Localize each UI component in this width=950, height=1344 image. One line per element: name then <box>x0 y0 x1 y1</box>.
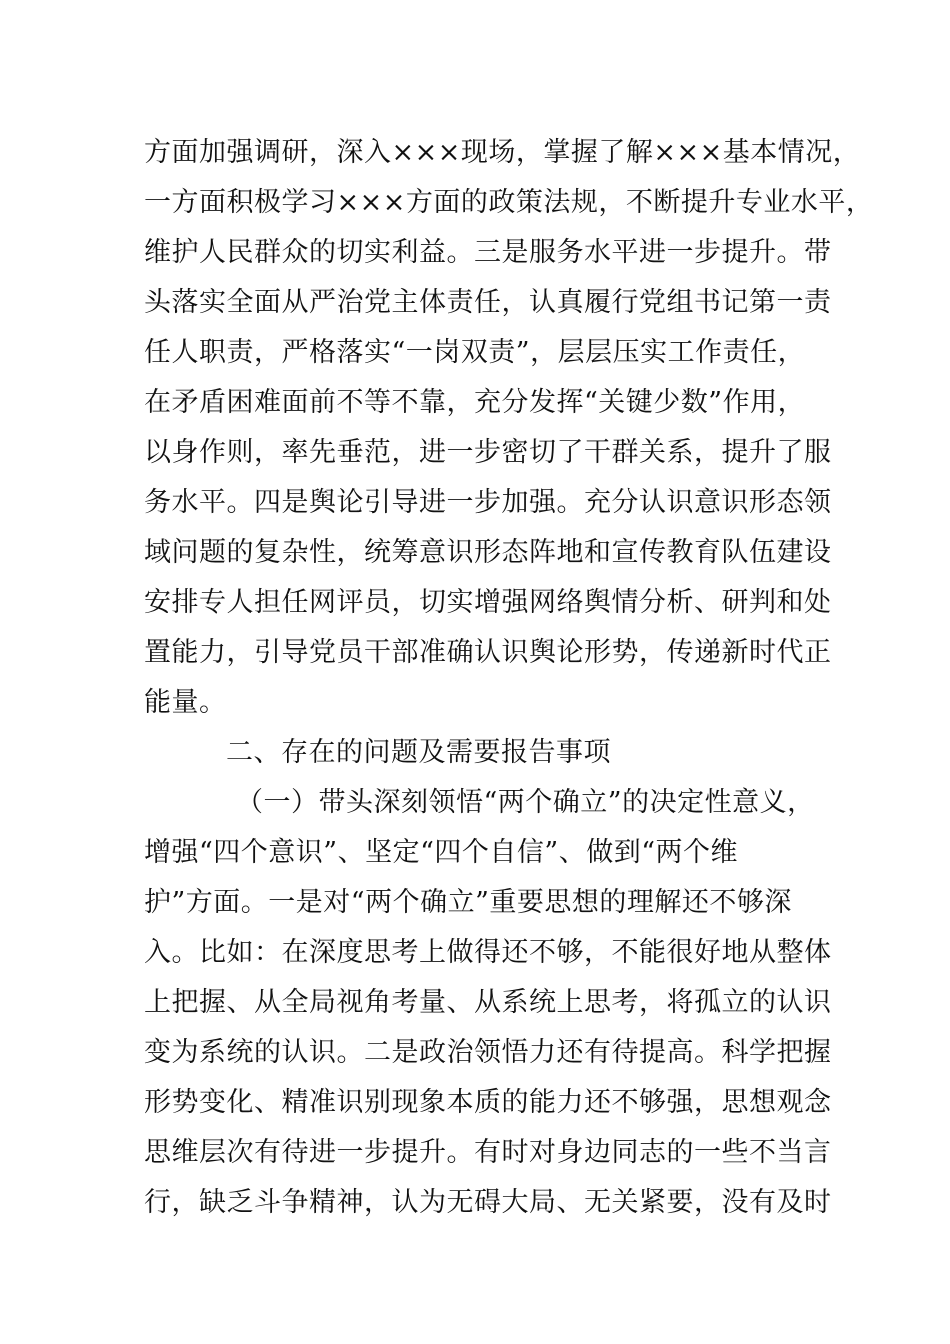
text-line: 护”方面。一是对“两个确立”重要思想的理解还不够深 <box>144 887 792 918</box>
text-line: 形势变化、精准识别现象本质的能力还不够强，思想观念 <box>144 1087 832 1118</box>
text-line: 置能力，引导党员干部准确认识舆论形势，传递新时代正 <box>144 637 832 668</box>
subsection-heading: （一）带头深刻领悟“两个确立”的决定性意义， <box>236 787 815 818</box>
text-line: 增强“四个意识”、坚定“四个自信”、做到“两个维 <box>144 837 739 868</box>
text-line: 变为系统的认识。二是政治领悟力还有待提高。科学把握 <box>144 1037 832 1068</box>
text-line: 维护人民群众的切实利益。三是服务水平进一步提升。带 <box>144 237 832 268</box>
text-line: 能量。 <box>144 687 227 718</box>
text-line: 思维层次有待进一步提升。有时对身边同志的一些不当言 <box>144 1137 832 1168</box>
document-body <box>144 128 874 1228</box>
text-line: 头落实全面从严治党主体责任，认真履行党组书记第一责 <box>144 287 832 318</box>
text-line: 安排专人担任网评员，切实增强网络舆情分析、研判和处 <box>144 587 832 618</box>
text-line: 方面加强调研，深入×××现场，掌握了解×××基本情况， <box>144 137 861 168</box>
text-line: 在矛盾困难面前不等不靠，充分发挥“关键少数”作用， <box>144 387 806 418</box>
text-line: 行，缺乏斗争精神，认为无碍大局、无关紧要，没有及时 <box>144 1187 832 1218</box>
section-heading: 二、存在的问题及需要报告事项 <box>226 737 611 768</box>
text-line: 一方面积极学习×××方面的政策法规，不断提升专业水平， <box>144 187 874 218</box>
text-line: 任人职责，严格落实“一岗双责”，层层压实工作责任， <box>144 337 806 368</box>
text-line: 入。比如：在深度思考上做得还不够，不能很好地从整体 <box>144 937 832 968</box>
text-line: 以身作则，率先垂范，进一步密切了干群关系，提升了服 <box>144 437 832 468</box>
text-line: 上把握、从全局视角考量、从系统上思考，将孤立的认识 <box>144 987 832 1018</box>
text-line: 域问题的复杂性，统筹意识形态阵地和宣传教育队伍建设 <box>144 537 832 568</box>
text-line: 务水平。四是舆论引导进一步加强。充分认识意识形态领 <box>144 487 832 518</box>
